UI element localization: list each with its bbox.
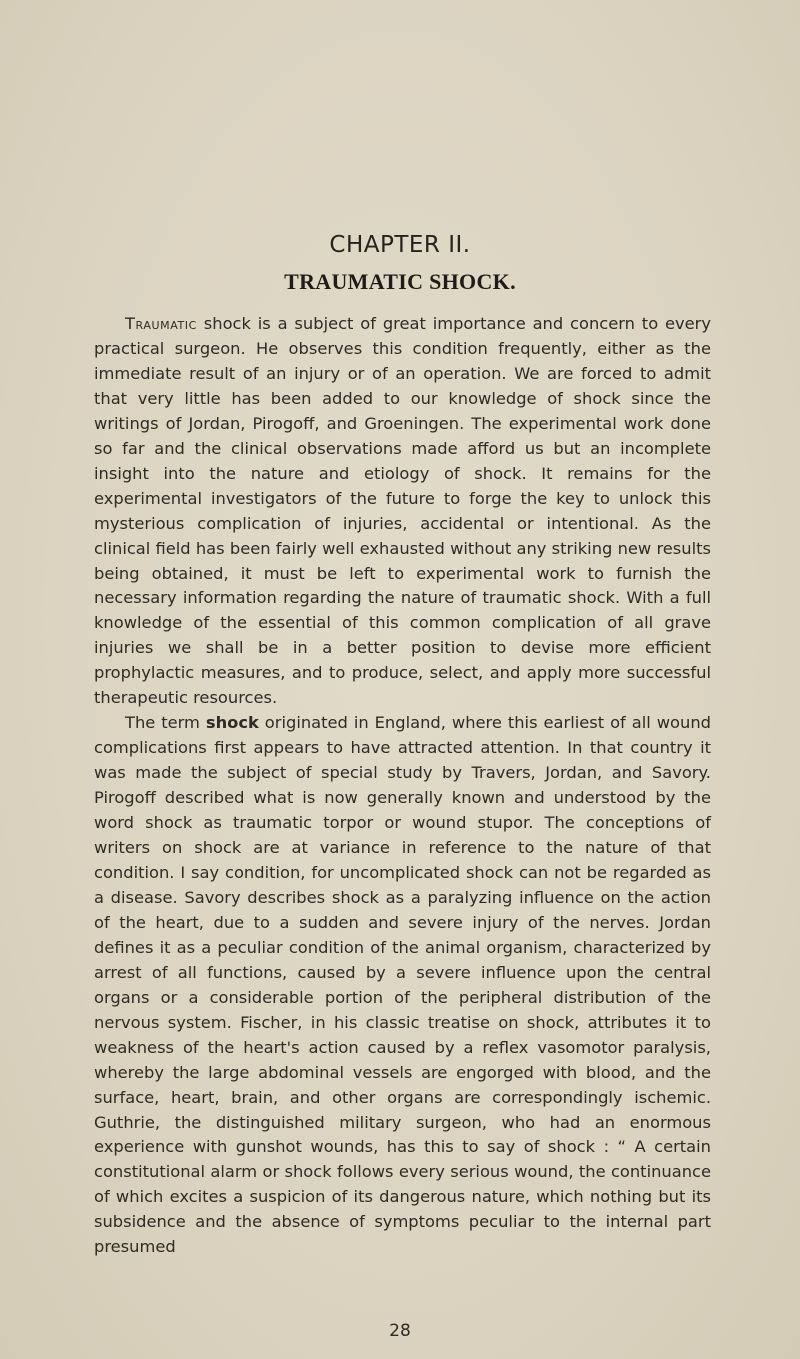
paragraph-2 <box>94 711 711 1260</box>
paragraph-1-lead: Traumatic <box>125 314 197 333</box>
paragraph-1-text: shock is a subject of great importance and concern to every practical surgeon. He observes this condition frequently, either as the immediate result of an injury or of an operation. We are forced to admit that very little has been added to our knowledge of shock since the writings of Jordan, Pirogoff, and Groeningen. The experimental work done so far and the clinical observations made afford us but an incomplete insight into the nature and etiology of shock. It remains for the experimental investigators of the future to forge the key to unlock this mysterious complication of injuries, accidental or intentional. As the clinical field has been fairly well exhausted without any striking new results being obtained, it must be left to experimental work to furnish the necessary information regarding the nature of traumatic shock. With a full knowledge of the essential of this common complication of all grave injuries we shall be in a better position to devise more efficient prophylactic measures, and to produce, select, and apply more successful therapeutic resources. <box>94 314 711 708</box>
chapter-heading: CHAPTER II. <box>329 232 471 258</box>
paragraph-2-before: The term <box>125 713 206 733</box>
page-number: 28 <box>389 1321 411 1341</box>
paragraph-1 <box>94 312 711 711</box>
section-title: TRAUMATIC SHOCK. <box>284 269 516 294</box>
paragraph-2-after: originated in England, where this earliest of all wound complications first appears to have attracted attention. In that country it was made the subject of special study by Travers, Jordan, and Savory. Pirogoff described what is now generally known and understood by the word shock as traumatic torpor or wound stupor. The conceptions of writers on shock are at variance in reference to the nature of that condition. I say condition, for uncomplicated shock can not be regarded as a disease. Savory describes shock as a paralyzing influence on the action of the heart, due to a sudden and severe injury of the nerves. Jordan defines it as a peculiar condition of the animal organism, characterized by arrest of all functions, caused by a severe influence upon the central organs or a considerable portion of the peripheral distribution of the nervous system. Fischer, in his classic treatise on shock, attributes it to weakness of the heart's action caused by a reflex vasomotor paralysis, whereby the large abdominal vessels are engorged with blood, and the surface, heart, brain, and other organs are correspondingly ischemic. Guthrie, the distinguished military surgeon, who had an enormous experience with gunshot wounds, has this to say of shock : “ A certain constitutional alarm or shock follows every serious wound, the continuance of which excites a suspicion of its dangerous nature, which nothing but its subsidence and the absence of symptoms peculiar to the internal part presumed <box>94 713 711 1257</box>
body-text <box>94 312 711 1260</box>
paragraph-2-term: shock <box>205 713 259 733</box>
